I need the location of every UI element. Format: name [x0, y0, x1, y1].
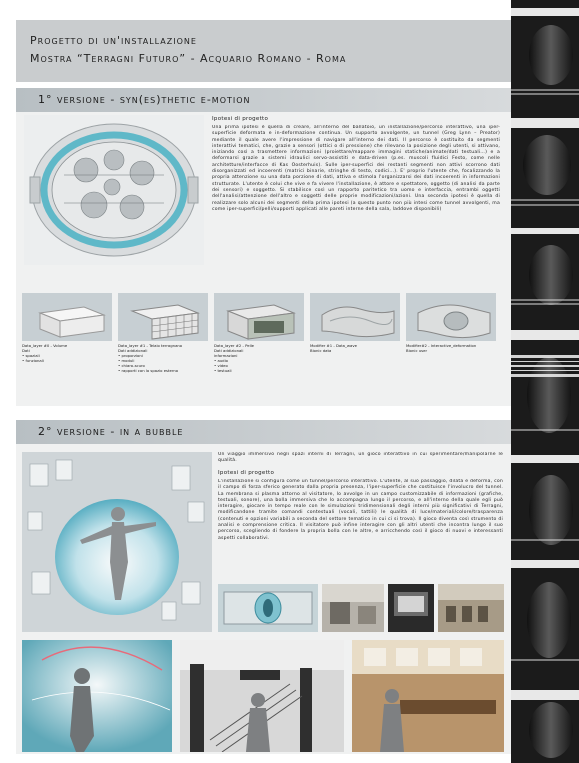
poster-header: [16, 20, 511, 82]
layer-caption-1-item: • chiaro-scuro: [118, 363, 145, 368]
layer-caption-1: [118, 343, 210, 373]
layer-caption-0: [22, 343, 114, 363]
section-2-project-text: L'installazione si configura come un tunnel/percorso interattivo. L'utente, al suo passaggio, dilata e deforma, con il campo di forza sferico generato dalla propria presenza, l'iper-superficie che costituisce l'involucro del tunnel. La membrana si plasma attorno al visitatore, lo avvolge in un campo customizzabile di informazioni (grafiche, testuali, sonore), una bolla immersiva che lo accompagna lungo il percorso, e all'interno della quale egli può interagire, giocare in tempo reale con le simulazioni tridimensionali degli interni più significativi di Terragni, modificandone tramite comandi contestuali (vocali, tattili) le qualità di luce/materiali/colore/trasparenza (contenuti e opzioni variabili a seconda del settore tematico in cui ci si trova). Il gioco diventa così strumento di analisi e comprensione critica. Il visitatore può infine interagire con gli altri utenti che incontra lungo il suo percorso, scegliendo di fondere la propria bolla con le altre, e arricchendo così il gioco di nuovi e interessanti aspetti collaborativi.: [218, 479, 503, 541]
photo-strip: [511, 0, 579, 763]
interior-thumb-2: [388, 584, 434, 632]
layer-thumb-frame: [118, 293, 208, 341]
layer-caption-3-title: Modifier #1 - Data_wave: [310, 343, 357, 348]
layer-caption-4-sub: Bionic user: [406, 348, 428, 353]
section-1-header: [16, 88, 511, 112]
layer-caption-3-sub: Bionic data: [310, 348, 332, 353]
layer-caption-2-title: Data_layer #2 - Pelle: [214, 343, 255, 348]
layer-caption-0-item: • funzionali: [22, 358, 44, 363]
meeting-room-image: [352, 640, 504, 752]
tunnel-bubble-thumb: [218, 584, 318, 632]
section-1-title: 1° versione - syn(es)thetic e-motion: [38, 93, 251, 106]
layer-caption-4-title: Modifier#2 - Interactive_deformation: [406, 343, 477, 348]
layer-thumb-volume: [22, 293, 112, 341]
interior-thumb-3: [438, 584, 504, 632]
figure-in-bubble-image: [22, 640, 172, 752]
bubble-figure-image: [22, 452, 212, 632]
layer-caption-0-title: Data_layer #0 - Volume: [22, 343, 68, 348]
layer-caption-2-item: • audio: [214, 358, 228, 363]
header-title-line1: Progetto di un'installazione: [30, 34, 197, 47]
layer-caption-0-item: • spaziali: [22, 353, 40, 358]
stair-interior-image: [180, 640, 344, 752]
layer-caption-1-item: • proporzioni: [118, 353, 143, 358]
interior-thumb-1: [322, 584, 384, 632]
section-2-project-heading: Ipotesi di progetto: [218, 470, 275, 476]
layer-caption-2-item: • testuali: [214, 368, 232, 373]
header-title-line2: Mostra “Terragni Futuro” - Acquario Romano - Roma: [30, 52, 347, 65]
plan-drawing: [24, 115, 204, 265]
layer-caption-2: [214, 343, 306, 373]
section-2-title: 2° versione - in a bubble: [38, 425, 184, 438]
section-1-project-text: Una prima ipotesi è quella di creare, all'interno del ballatoio, un installazione/percorso interattivo, una iper-superficie deformata e in-deformazione continua. Un supporto avvolgente, un tunnel (Greg Lynn – Preator) mediante il quale avere l'impressione di navigare all'interno dei dati. Il percorso è costituito da segmenti interattivi tematici, che, grazie a sensori (ottici o di pressione) che rilevano la posizione degli utenti, si attivano, iniziando così a trasmettere informazioni (proiettare/mappare immagini statiche/animate/dati testuali…) e a deformarsi grazie a sistemi idraulici servo-assistiti e data-driven (p.es. muscoli fluidici Festo, come nelle architetture/interfacce di Kas Oosterhuis). Sulle iper-superfici dei restanti segmenti non attivi scorrono dati disorganizzati ed incoerenti (matrici binarie, stringhe di testo, codici…). E' proprio l'utente che, focalizzando la propria attenzione su una data porzione di dati, attiva e stimola l'organizzarsi dei dati incoerenti in informazioni strutturate. L'utente è colui che vive e fa vivere l'installazione, è attore e spettatore, oggetto (di analisi da parte dei sensori) e soggetto. Si stabilisce così un rapporto paritetico tra uomo e interfaccia, entrambi oggetti dell'analisi/attenzione dell'altro e soggetti delle proprie modificazioni/azioni. Una seconda ipotesi è quella di realizzare solo alcuni dei segmenti della prima ipotesi (a questo punto non più intesi come tunnel avvolgenti, ma come iper-superfici/pelli/supporti applicati alle pareti interne della sala, laddove disponibili): [212, 125, 500, 212]
layer-caption-1-title: Data_layer #1 - Telaio terragnano: [118, 343, 183, 348]
layer-caption-1-item: • moduli: [118, 358, 135, 363]
section-2-intro: Un viaggio immersivo negli spazi interni di Terragni, un gioco interattivo in cui sperimentare/manipolarne le qualità.: [218, 452, 503, 464]
layer-caption-2-sub: Dati addizionali: [214, 348, 244, 353]
layer-caption-0-sub: Dati: [22, 348, 30, 353]
layer-caption-3: [310, 343, 402, 353]
layer-thumb-skin: [214, 293, 304, 341]
section-2-header: [16, 420, 511, 444]
layer-caption-1-sub: Dati addizionali: [118, 348, 148, 353]
layer-caption-2-item: • video: [214, 363, 228, 368]
layer-thumb-data-wave: [310, 293, 400, 341]
section-1-project-heading: Ipotesi di progetto: [212, 116, 269, 122]
layer-caption-2-item: informazioni: [214, 353, 238, 358]
layer-thumb-deformation: [406, 293, 496, 341]
photo-strip-graphic: [511, 0, 579, 763]
layer-caption-1-item: • rapporti con lo spazio esterno: [118, 368, 179, 373]
layer-caption-4: [406, 343, 498, 353]
